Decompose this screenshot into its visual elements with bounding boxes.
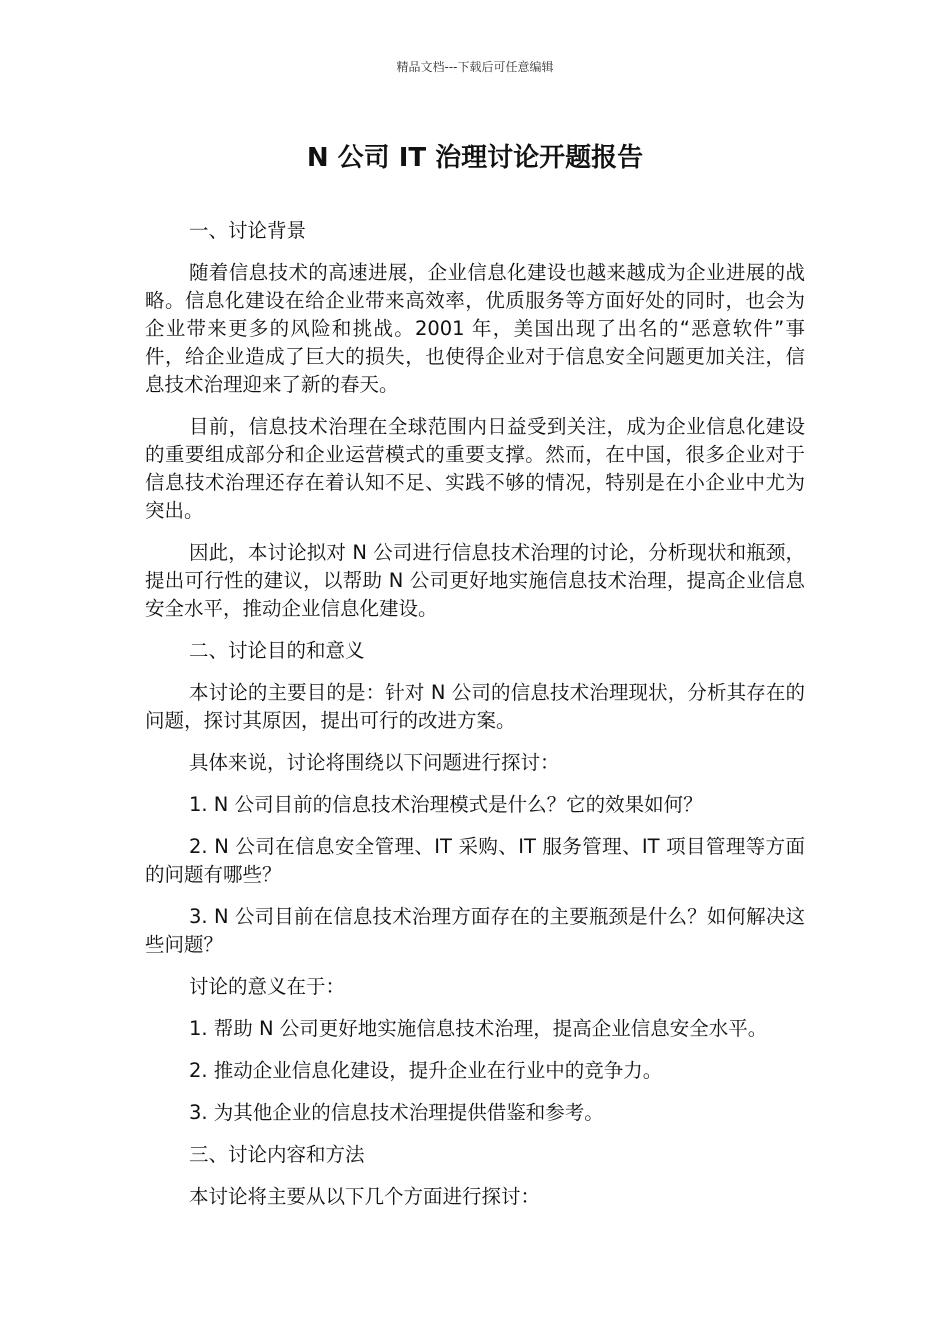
list-item-question-2: 2. N 公司在信息安全管理、IT 采购、IT 服务管理、IT 项目管理等方面的问题有哪些？: [145, 835, 805, 886]
list-item-question-3: 3. N 公司目前在信息技术治理方面存在的主要瓶颈是什么？如何解决这些问题？: [145, 905, 805, 956]
header-note: 精品文档---下载后可任意编辑: [396, 60, 554, 74]
document-body: [145, 217, 805, 1225]
list-item-significance-3: 3. 为其他企业的信息技术治理提供借鉴和参考。: [189, 1101, 604, 1124]
paragraph-background-2: 目前，信息技术治理在全球范围内日益受到关注，成为企业信息化建设的重要组成部分和企业运营模式的重要支撑。然而，在中国，很多企业对于信息技术治理还存在着认知不足、实践不够的情况，特别是在小企业中尤为突出。: [145, 415, 805, 522]
paragraph-background-3: 因此，本讨论拟对 N 公司进行信息技术治理的讨论，分析现状和瓶颈，提出可行性的建议，以帮助 N 公司更好地实施信息技术治理，提高企业信息安全水平，推动企业信息化建设。: [145, 541, 805, 620]
paragraph-background-1: 随着信息技术的高速进展，企业信息化建设也越来越成为企业进展的战略。信息化建设在给企业带来高效率，优质服务等方面好处的同时，也会为企业带来更多的风险和挑战。2001 年，美国出现了出名的“恶意软件”事件，给企业造成了巨大的损失，也使得企业对于信息安全问题更加关注，信息技术治理迎来了新的春天。: [145, 261, 805, 396]
document-title: N 公司 IT 治理讨论开题报告: [306, 143, 644, 173]
list-item-significance-2: 2. 推动企业信息化建设，提升企业在行业中的竞争力。: [189, 1059, 663, 1082]
section-heading-content: 三、讨论内容和方法: [189, 1143, 365, 1166]
list-item-question-1: 1. N 公司目前的信息技术治理模式是什么？它的效果如何？: [189, 793, 703, 816]
paragraph-purpose-2: 具体来说，讨论将围绕以下问题进行探讨：: [189, 751, 560, 774]
paragraph-purpose-1: 本讨论的主要目的是：针对 N 公司的信息技术治理现状，分析其存在的问题，探讨其原因，提出可行的改进方案。: [145, 681, 805, 732]
list-item-significance-1: 1. 帮助 N 公司更好地实施信息技术治理，提高企业信息安全水平。: [189, 1017, 768, 1040]
paragraph-significance-intro: 讨论的意义在于：: [189, 975, 346, 998]
section-heading-purpose: 二、讨论目的和意义: [189, 639, 365, 662]
section-heading-background: 一、讨论背景: [189, 219, 307, 242]
paragraph-content-1: 本讨论将主要从以下几个方面进行探讨：: [189, 1185, 541, 1208]
